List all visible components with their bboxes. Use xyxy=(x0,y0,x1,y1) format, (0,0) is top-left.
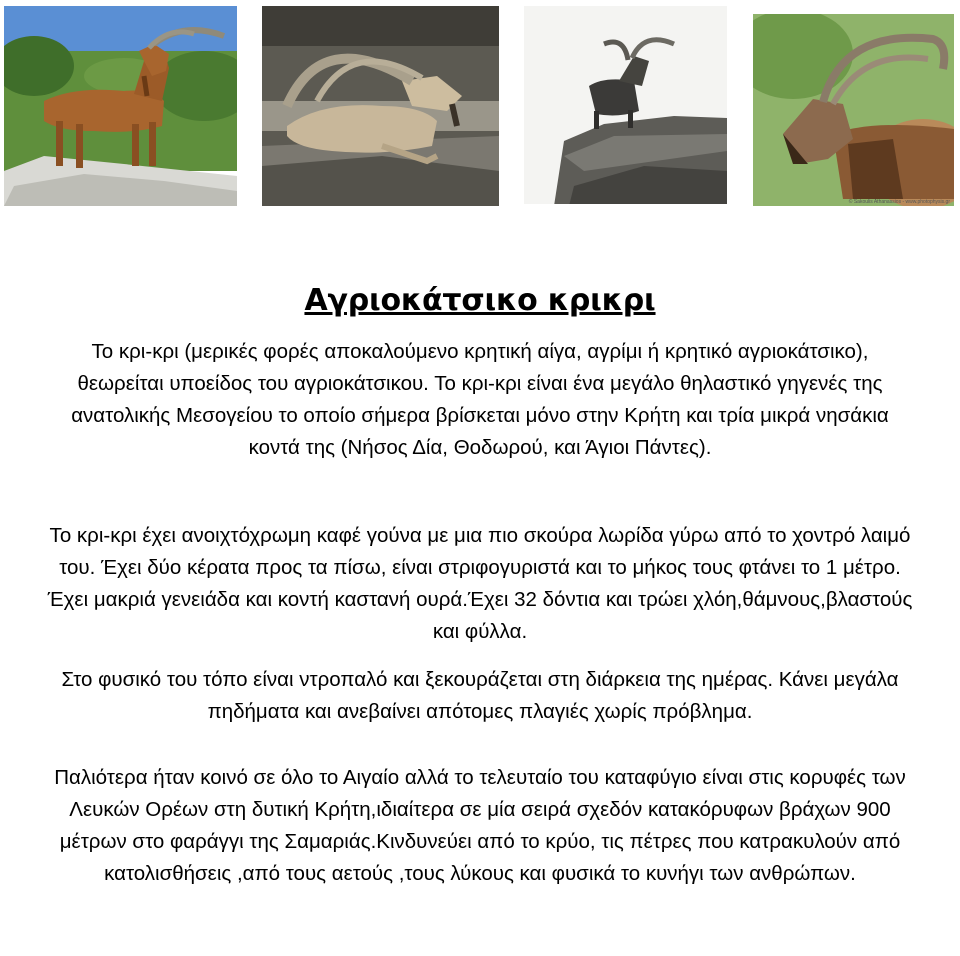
ibex-head-closeup-icon xyxy=(753,14,954,206)
ibex-standing-on-rock-icon xyxy=(4,6,237,206)
photo-credit: © Sakoulis Athanassios - www.photophysis.gr xyxy=(848,199,950,205)
ibex-on-cliff-edge-icon xyxy=(524,6,727,204)
paragraph-appearance: Το κρι-κρι έχει ανοιχτόχρωμη καφέ γούνα με μια πιο σκούρα λωρίδα γύρω από το χοντρό λαιμό του. Έχει δύο κέρατα προς τα πίσω, είναι στριφογυριστά και το μήκος τους φτάνει το 1 μέτρο. Έχει μακριά γενειάδα και κοντή καστανή ουρά.Έχει 32 δόντια και τρώει χλόη,θάμνους,βλαστούς και φύλλα. xyxy=(47,524,913,643)
photo-ibex-standing xyxy=(4,6,237,206)
paragraph-behavior: Στο φυσικό του τόπο είναι ντροπαλό και ξεκουράζεται στη διάρκεια της ημέρας. Κάνει μεγάλα πηδήματα και ανεβαίνει απότομες πλαγιές χωρίς πρόβλημα. xyxy=(61,668,899,723)
ibex-lying-on-rock-icon xyxy=(262,6,499,206)
photo-ibex-lying xyxy=(262,6,499,206)
paragraph-habitat: Παλιότερα ήταν κοινό σε όλο το Αιγαίο αλλά το τελευταίο του καταφύγιο είναι στις κορυφές των Λευκών Ορέων στη δυτική Κρήτη,ιδιαίτερα σε μία σειρά σχεδόν κατακόρυφων βράχων 900 μέτρων στο φαράγγι της Σαμαριάς.Κινδυνεύει από το κρύο, τις πέτρες που κατρακυλούν από κατολισθήσεις ,από τους αετούς ,τους λύκους και φυσικά το κυνήγι των ανθρώπων. xyxy=(54,766,906,885)
paragraph-intro: Το κρι-κρι (μερικές φορές αποκαλούμενο κρητική αίγα, αγρίμι ή κρητικό αγριοκάτσικο), θεωρείται υποείδος του αγριοκάτσικου. Το κρι-κρι είναι ένα μεγάλο θηλαστικό γηγενές της ανατολικής Μεσογείου το οποίο σήμερα βρίσκεται μόνο στην Κρήτη και τρία μικρά νησάκια κοντά της (Νήσος Δία, Θοδωρού, και Άγιοι Πάντες). xyxy=(71,340,889,459)
photo-ibex-head xyxy=(753,14,954,206)
photo-ibex-cliff xyxy=(524,6,727,204)
page-title: Αγριοκάτσικο κρικρι xyxy=(304,283,656,318)
